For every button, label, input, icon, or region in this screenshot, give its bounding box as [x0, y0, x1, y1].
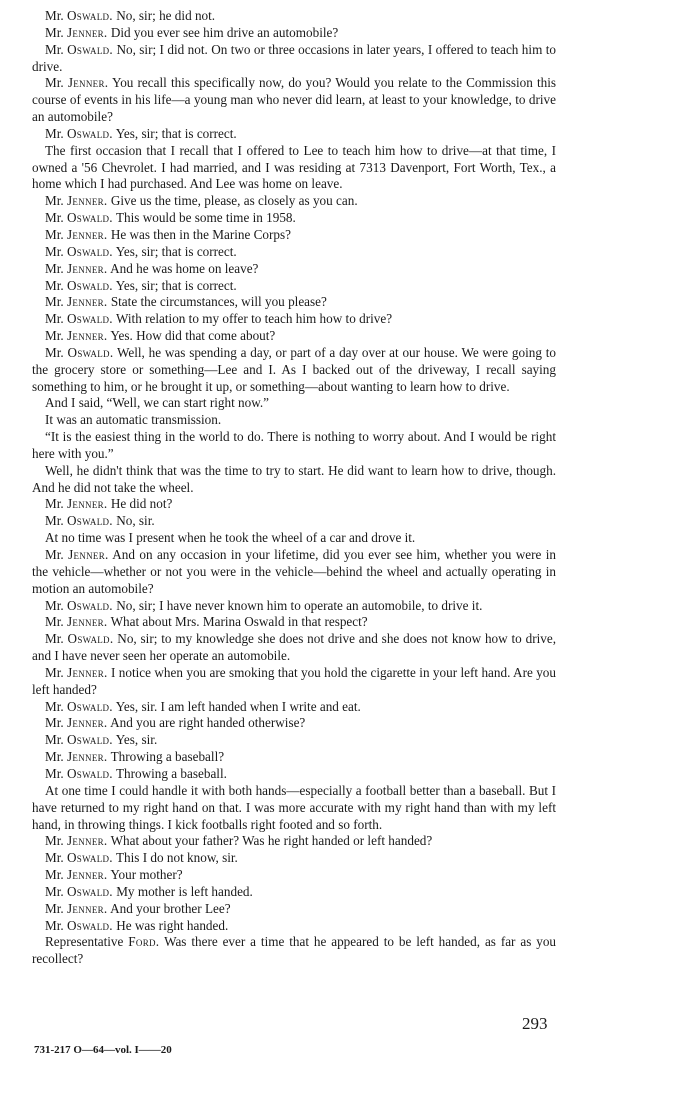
- speaker-title: Mr.: [45, 850, 64, 866]
- transcript-paragraph: [32, 412, 556, 429]
- transcript-paragraph: [32, 42, 556, 76]
- speaker-title: Mr.: [45, 496, 64, 512]
- speaker-title: Mr.: [45, 311, 64, 327]
- speaker-title: Mr.: [45, 917, 64, 933]
- speaker-name: Jenner.: [67, 75, 109, 91]
- speaker-name: Jenner.: [66, 193, 108, 209]
- speaker-title: Mr.: [45, 732, 64, 748]
- speaker-name: Oswald.: [66, 698, 113, 714]
- paragraph-text: He was then in the Marine Corps?: [110, 226, 291, 242]
- speaker-title: Mr.: [45, 765, 64, 781]
- transcript-paragraph: [32, 699, 556, 716]
- transcript-paragraph: [32, 631, 556, 665]
- speaker-name: Jenner.: [66, 900, 108, 916]
- transcript-paragraph: [32, 598, 556, 615]
- speaker-title: Mr.: [45, 900, 64, 916]
- speaker-name: Jenner.: [66, 833, 108, 849]
- speaker-name: Oswald.: [66, 917, 113, 933]
- speaker-title: Mr.: [45, 867, 64, 883]
- paragraph-text: At no time was I present when he took the wheel of a car and drove it.: [45, 530, 416, 546]
- speaker-name: Jenner.: [66, 24, 108, 40]
- speaker-name: Jenner.: [66, 294, 108, 310]
- transcript-paragraph: [32, 918, 556, 935]
- paragraph-text: And your brother Lee?: [110, 900, 231, 916]
- paragraph-text: What about Mrs. Marina Oswald in that respect?: [110, 614, 368, 630]
- transcript-paragraph: [32, 783, 556, 834]
- paragraph-text: State the circumstances, will you please?: [110, 294, 327, 310]
- paragraph-text: Yes. How did that come about?: [110, 328, 276, 344]
- speaker-name: Oswald.: [66, 765, 113, 781]
- transcript-paragraph: [32, 614, 556, 631]
- speaker-name: Ford.: [128, 934, 160, 950]
- paragraph-text: And you are right handed otherwise?: [110, 715, 306, 731]
- speaker-title: Mr.: [45, 8, 64, 23]
- speaker-title: Mr.: [45, 698, 64, 714]
- transcript-paragraph: [32, 126, 556, 143]
- paragraph-text: This I do not know, sir.: [115, 850, 238, 866]
- transcript-paragraph: [32, 732, 556, 749]
- transcript-paragraph: [32, 901, 556, 918]
- speaker-name: Oswald.: [67, 344, 114, 360]
- speaker-name: Oswald.: [66, 883, 113, 899]
- speaker-name: Oswald.: [66, 210, 113, 226]
- paragraph-text: Yes, sir. I am left handed when I write and eat.: [115, 698, 361, 714]
- paragraph-text: What about your father? Was he right handed or left handed?: [110, 833, 433, 849]
- paragraph-text: And on any occasion in your lifetime, did you ever see him, whether you were in the vehicle—whether or not you were in the vehicle—behind the wheel and actually operating in motion an automobile?: [32, 547, 556, 596]
- transcript-body: [32, 8, 556, 968]
- transcript-paragraph: [32, 530, 556, 547]
- transcript-paragraph: [32, 749, 556, 766]
- transcript-paragraph: [32, 395, 556, 412]
- transcript-paragraph: [32, 278, 556, 295]
- transcript-paragraph: [32, 311, 556, 328]
- transcript-paragraph: [32, 25, 556, 42]
- paragraph-text: No, sir.: [116, 513, 155, 529]
- paragraph-text: You recall this specifically now, do you? Would you relate to the Commission this course of events in his life—a young man who never did learn, at least to your knowledge, to drive an automobile?: [32, 75, 557, 125]
- speaker-title: Mr.: [45, 344, 64, 360]
- paragraph-text: No, sir; he did not.: [116, 8, 216, 23]
- paragraph-text: And he was home on leave?: [110, 260, 259, 276]
- paragraph-text: I notice when you are smoking that you hold the cigarette in your left hand. Are you left handed?: [32, 664, 556, 697]
- paragraph-text: Throwing a baseball?: [110, 749, 225, 765]
- speaker-name: Jenner.: [68, 547, 109, 562]
- speaker-title: Mr.: [45, 193, 64, 209]
- transcript-paragraph: [32, 328, 556, 345]
- speaker-name: Jenner.: [66, 496, 108, 512]
- paragraph-text: Throwing a baseball.: [115, 765, 227, 781]
- speaker-name: Oswald.: [66, 243, 113, 259]
- transcript-paragraph: [32, 715, 556, 732]
- paragraph-text: The first occasion that I recall that I offered to Lee to teach him how to drive—at that time, I owned a '56 Chevrolet. I had married, and I was residing at 7313 Davenport, Fort Worth, Tex., a home which I had purchased. And Lee was home on leave.: [32, 142, 556, 192]
- speaker-name: Oswald.: [66, 597, 113, 613]
- speaker-title: Mr.: [45, 631, 64, 647]
- speaker-name: Oswald.: [66, 277, 113, 293]
- transcript-paragraph: [32, 513, 556, 530]
- transcript-paragraph: [32, 867, 556, 884]
- speaker-name: Oswald.: [67, 41, 114, 57]
- paragraph-text: Did you ever see him drive an automobile?: [110, 24, 339, 40]
- transcript-paragraph: [32, 850, 556, 867]
- speaker-name: Oswald.: [66, 850, 113, 866]
- transcript-paragraph: [32, 496, 556, 513]
- speaker-title: Mr.: [45, 277, 64, 293]
- transcript-paragraph: [32, 227, 556, 244]
- transcript-paragraph: [32, 345, 556, 396]
- speaker-title: Mr.: [45, 614, 64, 630]
- speaker-name: Jenner.: [66, 715, 108, 731]
- speaker-title: Mr.: [45, 597, 64, 613]
- paragraph-text: He did not?: [110, 496, 173, 512]
- paragraph-text: Yes, sir.: [115, 732, 158, 748]
- paragraph-text: It was an automatic transmission.: [45, 412, 222, 428]
- speaker-name: Jenner.: [66, 226, 108, 242]
- speaker-name: Jenner.: [66, 749, 108, 765]
- speaker-title: Mr.: [45, 125, 64, 141]
- paragraph-text: Give us the time, please, as closely as you can.: [110, 193, 358, 209]
- speaker-title: Mr.: [45, 260, 64, 276]
- speaker-name: Jenner.: [66, 328, 108, 344]
- paragraph-text: At one time I could handle it with both hands—especially a football better than a baseball. But I have returned to my right hand on that. I was more accurate with my right hand than with my left hand, in throwing things. I kick footballs right footed and so forth.: [32, 782, 556, 832]
- paragraph-text: Yes, sir; that is correct.: [115, 125, 237, 141]
- paragraph-text: Well, he didn't think that was the time to try to start. He did want to learn how to drive, though. And he did not take the wheel.: [32, 462, 556, 495]
- paragraph-text: He was right handed.: [116, 917, 229, 933]
- speaker-title: Mr.: [45, 328, 64, 344]
- transcript-paragraph: [32, 884, 556, 901]
- transcript-paragraph: [32, 463, 556, 497]
- speaker-title: Mr.: [45, 749, 64, 765]
- speaker-title: Representative: [45, 934, 124, 950]
- speaker-name: Oswald.: [66, 513, 113, 529]
- transcript-paragraph: [32, 833, 556, 850]
- transcript-paragraph: [32, 665, 556, 699]
- speaker-name: Oswald.: [66, 311, 113, 327]
- paragraph-text: My mother is left handed.: [116, 883, 253, 899]
- speaker-name: Oswald.: [66, 732, 113, 748]
- transcript-paragraph: [32, 429, 556, 463]
- paragraph-text: No, sir; I have never known him to operate an automobile, to drive it.: [116, 597, 483, 613]
- paragraph-text: Your mother?: [110, 867, 183, 883]
- transcript-paragraph: [32, 244, 556, 261]
- paragraph-text: Yes, sir; that is correct.: [115, 243, 237, 259]
- paragraph-text: Was there ever a time that he appeared to be left handed, as far as you recollect?: [32, 934, 557, 967]
- transcript-paragraph: [32, 143, 556, 194]
- speaker-name: Jenner.: [66, 867, 108, 883]
- transcript-paragraph: [32, 75, 556, 126]
- speaker-title: Mr.: [45, 24, 64, 40]
- transcript-paragraph: [32, 934, 556, 968]
- speaker-title: Mr.: [45, 715, 64, 731]
- speaker-title: Mr.: [45, 883, 64, 899]
- paragraph-text: This would be some time in 1958.: [115, 210, 296, 226]
- speaker-name: Jenner.: [66, 614, 108, 630]
- paragraph-text: No, sir; I did not. On two or three occasions in later years, I offered to teach him to drive.: [32, 41, 557, 74]
- speaker-title: Mr.: [45, 210, 64, 226]
- transcript-paragraph: [32, 547, 556, 598]
- speaker-title: Mr.: [45, 226, 64, 242]
- transcript-paragraph: [32, 766, 556, 783]
- speaker-title: Mr.: [45, 513, 64, 529]
- speaker-name: Oswald.: [67, 631, 114, 647]
- paragraph-text: No, sir; to my knowledge she does not drive and she does not know how to drive, and I have never seen her operate an automobile.: [32, 631, 557, 664]
- transcript-paragraph: [32, 294, 556, 311]
- transcript-paragraph: [32, 210, 556, 227]
- transcript-paragraph: [32, 8, 556, 25]
- paragraph-text: With relation to my offer to teach him how to drive?: [115, 311, 393, 327]
- speaker-name: Oswald.: [66, 8, 113, 23]
- speaker-title: Mr.: [45, 294, 64, 310]
- paragraph-text: “It is the easiest thing in the world to do. There is nothing to worry about. And I would be right here with you.”: [32, 429, 556, 461]
- speaker-title: Mr.: [45, 833, 64, 849]
- page-number: 293: [522, 1014, 548, 1033]
- transcript-paragraph: [32, 193, 556, 210]
- speaker-name: Oswald.: [66, 125, 113, 141]
- paragraph-text: And I said, “Well, we can start right now.”: [45, 395, 270, 411]
- paragraph-text: Well, he was spending a day, or part of a day over at our house. We were going to the grocery store or something—Lee and I. As I backed out of the driveway, I recall saying something to him, or he brought it up, or something—about wanting to learn how to drive.: [32, 344, 556, 394]
- print-footer: 731-217 O—64—vol. I——20: [34, 1044, 172, 1056]
- transcript-paragraph: [32, 261, 556, 278]
- speaker-name: Jenner.: [67, 664, 108, 680]
- speaker-title: Mr.: [45, 75, 64, 91]
- speaker-title: Mr.: [45, 664, 64, 680]
- speaker-title: Mr.: [45, 41, 64, 57]
- speaker-name: Jenner.: [66, 260, 108, 276]
- speaker-title: Mr.: [45, 547, 64, 562]
- speaker-title: Mr.: [45, 243, 64, 259]
- paragraph-text: Yes, sir; that is correct.: [115, 277, 237, 293]
